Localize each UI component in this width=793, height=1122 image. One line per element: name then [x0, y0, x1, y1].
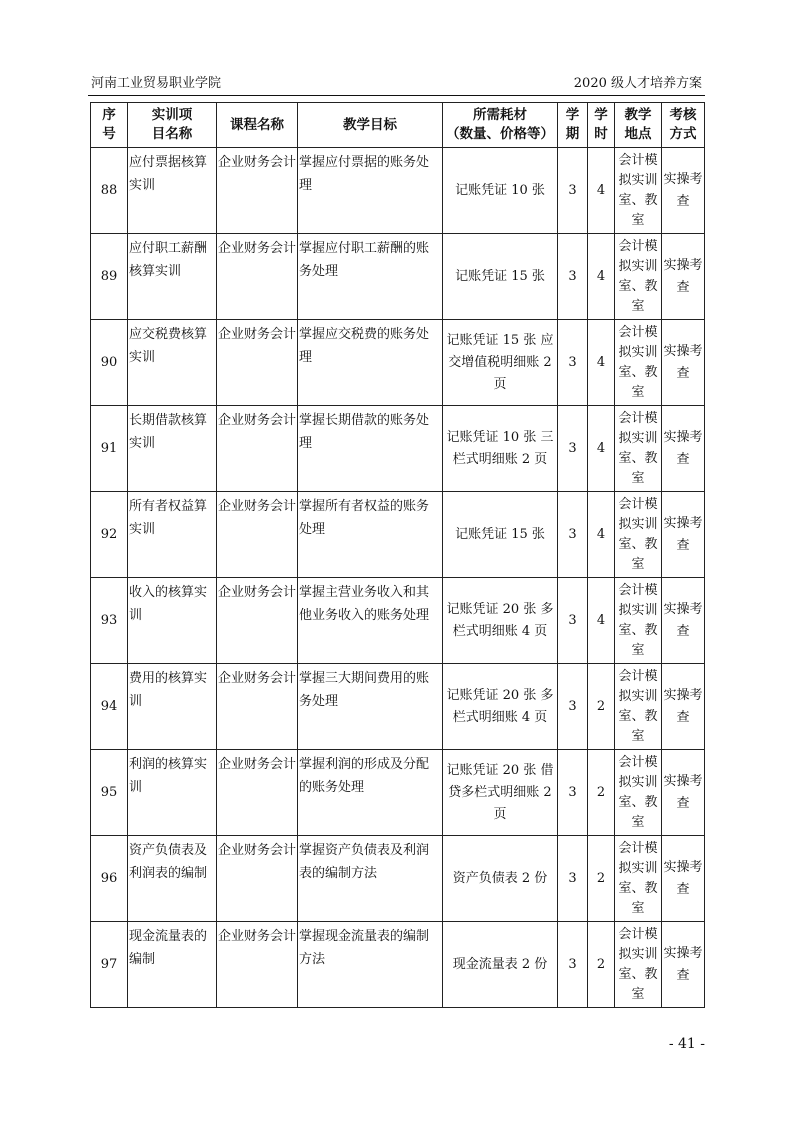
cell-term: 3	[558, 664, 588, 750]
cell-assessment: 实操考查	[662, 836, 705, 922]
cell-location: 会计模拟实训室、教室	[615, 148, 662, 234]
cell-hours: 2	[588, 922, 615, 1008]
training-table	[90, 102, 705, 1008]
cell-term: 3	[558, 922, 588, 1008]
cell-materials: 记账凭证 15 张 应交增值税明细账 2 页	[443, 320, 558, 406]
cell-assessment: 实操考查	[662, 578, 705, 664]
cell-assessment: 实操考查	[662, 922, 705, 1008]
cell-no: 90	[91, 320, 128, 406]
table-row	[91, 578, 705, 664]
cell-term: 3	[558, 406, 588, 492]
header-cell-no: 序 号	[91, 103, 128, 148]
cell-project: 应付职工薪酬核算实训	[128, 234, 217, 320]
cell-term: 3	[558, 750, 588, 836]
cell-assessment: 实操考查	[662, 750, 705, 836]
header-cell-materials: 所需耗材 （数量、价格等）	[443, 103, 558, 148]
cell-hours: 2	[588, 750, 615, 836]
cell-materials: 记账凭证 15 张	[443, 492, 558, 578]
header-school-name: 河南工业贸易职业学院	[91, 76, 222, 91]
cell-course: 企业财务会计	[217, 836, 298, 922]
cell-assessment: 实操考查	[662, 492, 705, 578]
cell-hours: 4	[588, 234, 615, 320]
cell-location: 会计模拟实训室、教室	[615, 922, 662, 1008]
cell-term: 3	[558, 492, 588, 578]
cell-project: 应交税费核算实训	[128, 320, 217, 406]
table-row	[91, 406, 705, 492]
table-header-row	[91, 103, 705, 148]
header-cell-assessment: 考核 方式	[662, 103, 705, 148]
table-row	[91, 750, 705, 836]
cell-materials: 记账凭证 20 张 多栏式明细账 4 页	[443, 578, 558, 664]
cell-hours: 2	[588, 836, 615, 922]
cell-hours: 4	[588, 406, 615, 492]
cell-term: 3	[558, 234, 588, 320]
cell-location: 会计模拟实训室、教室	[615, 234, 662, 320]
header-cell-project: 实训项 目名称	[128, 103, 217, 148]
cell-no: 95	[91, 750, 128, 836]
cell-course: 企业财务会计	[217, 320, 298, 406]
cell-location: 会计模拟实训室、教室	[615, 320, 662, 406]
cell-hours: 4	[588, 578, 615, 664]
cell-goal: 掌握应交税费的账务处理	[298, 320, 443, 406]
table-row	[91, 320, 705, 406]
header-cell-term: 学 期	[558, 103, 588, 148]
table-row	[91, 836, 705, 922]
cell-course: 企业财务会计	[217, 664, 298, 750]
cell-assessment: 实操考查	[662, 406, 705, 492]
cell-goal: 掌握主营业务收入和其他业务收入的账务处理	[298, 578, 443, 664]
cell-materials: 记账凭证 15 张	[443, 234, 558, 320]
cell-course: 企业财务会计	[217, 922, 298, 1008]
cell-project: 收入的核算实训	[128, 578, 217, 664]
cell-location: 会计模拟实训室、教室	[615, 492, 662, 578]
cell-materials: 记账凭证 20 张 多栏式明细账 4 页	[443, 664, 558, 750]
cell-term: 3	[558, 836, 588, 922]
cell-project: 长期借款核算实训	[128, 406, 217, 492]
cell-project: 现金流量表的编制	[128, 922, 217, 1008]
header-cell-goal: 教学目标	[298, 103, 443, 148]
cell-materials: 记账凭证 10 张 三栏式明细账 2 页	[443, 406, 558, 492]
cell-course: 企业财务会计	[217, 148, 298, 234]
cell-assessment: 实操考查	[662, 664, 705, 750]
header-cell-hours: 学 时	[588, 103, 615, 148]
cell-term: 3	[558, 320, 588, 406]
cell-goal: 掌握现金流量表的编制方法	[298, 922, 443, 1008]
cell-hours: 4	[588, 148, 615, 234]
cell-no: 94	[91, 664, 128, 750]
table-row	[91, 922, 705, 1008]
header-cell-course: 课程名称	[217, 103, 298, 148]
cell-materials: 记账凭证 20 张 借贷多栏式明细账 2 页	[443, 750, 558, 836]
cell-course: 企业财务会计	[217, 234, 298, 320]
cell-course: 企业财务会计	[217, 406, 298, 492]
table-row	[91, 148, 705, 234]
table-row	[91, 234, 705, 320]
cell-goal: 掌握长期借款的账务处理	[298, 406, 443, 492]
cell-project: 应付票据核算实训	[128, 148, 217, 234]
cell-hours: 4	[588, 320, 615, 406]
cell-materials: 记账凭证 10 张	[443, 148, 558, 234]
table-body	[91, 148, 705, 1008]
cell-project: 利润的核算实训	[128, 750, 217, 836]
header-rule	[88, 95, 705, 96]
cell-goal: 掌握资产负债表及利润表的编制方法	[298, 836, 443, 922]
cell-term: 3	[558, 578, 588, 664]
cell-location: 会计模拟实训室、教室	[615, 664, 662, 750]
cell-location: 会计模拟实训室、教室	[615, 406, 662, 492]
page-number: - 41 -	[668, 1036, 705, 1052]
header-plan-title: 2020 级人才培养方案	[573, 76, 702, 91]
cell-no: 97	[91, 922, 128, 1008]
table-row	[91, 664, 705, 750]
cell-goal: 掌握应付票据的账务处理	[298, 148, 443, 234]
cell-term: 3	[558, 148, 588, 234]
cell-hours: 2	[588, 664, 615, 750]
cell-goal: 掌握利润的形成及分配的账务处理	[298, 750, 443, 836]
cell-assessment: 实操考查	[662, 320, 705, 406]
cell-project: 费用的核算实训	[128, 664, 217, 750]
cell-assessment: 实操考查	[662, 234, 705, 320]
cell-no: 91	[91, 406, 128, 492]
cell-assessment: 实操考查	[662, 148, 705, 234]
cell-location: 会计模拟实训室、教室	[615, 836, 662, 922]
header-cell-location: 教学 地点	[615, 103, 662, 148]
cell-no: 89	[91, 234, 128, 320]
cell-materials: 资产负债表 2 份	[443, 836, 558, 922]
cell-no: 96	[91, 836, 128, 922]
cell-no: 92	[91, 492, 128, 578]
cell-course: 企业财务会计	[217, 578, 298, 664]
cell-goal: 掌握所有者权益的账务处理	[298, 492, 443, 578]
cell-goal: 掌握三大期间费用的账务处理	[298, 664, 443, 750]
cell-hours: 4	[588, 492, 615, 578]
cell-course: 企业财务会计	[217, 492, 298, 578]
cell-location: 会计模拟实训室、教室	[615, 750, 662, 836]
cell-project: 资产负债表及利润表的编制	[128, 836, 217, 922]
cell-project: 所有者权益算实训	[128, 492, 217, 578]
cell-materials: 现金流量表 2 份	[443, 922, 558, 1008]
cell-course: 企业财务会计	[217, 750, 298, 836]
table-row	[91, 492, 705, 578]
cell-goal: 掌握应付职工薪酬的账务处理	[298, 234, 443, 320]
cell-no: 88	[91, 148, 128, 234]
cell-location: 会计模拟实训室、教室	[615, 578, 662, 664]
cell-no: 93	[91, 578, 128, 664]
